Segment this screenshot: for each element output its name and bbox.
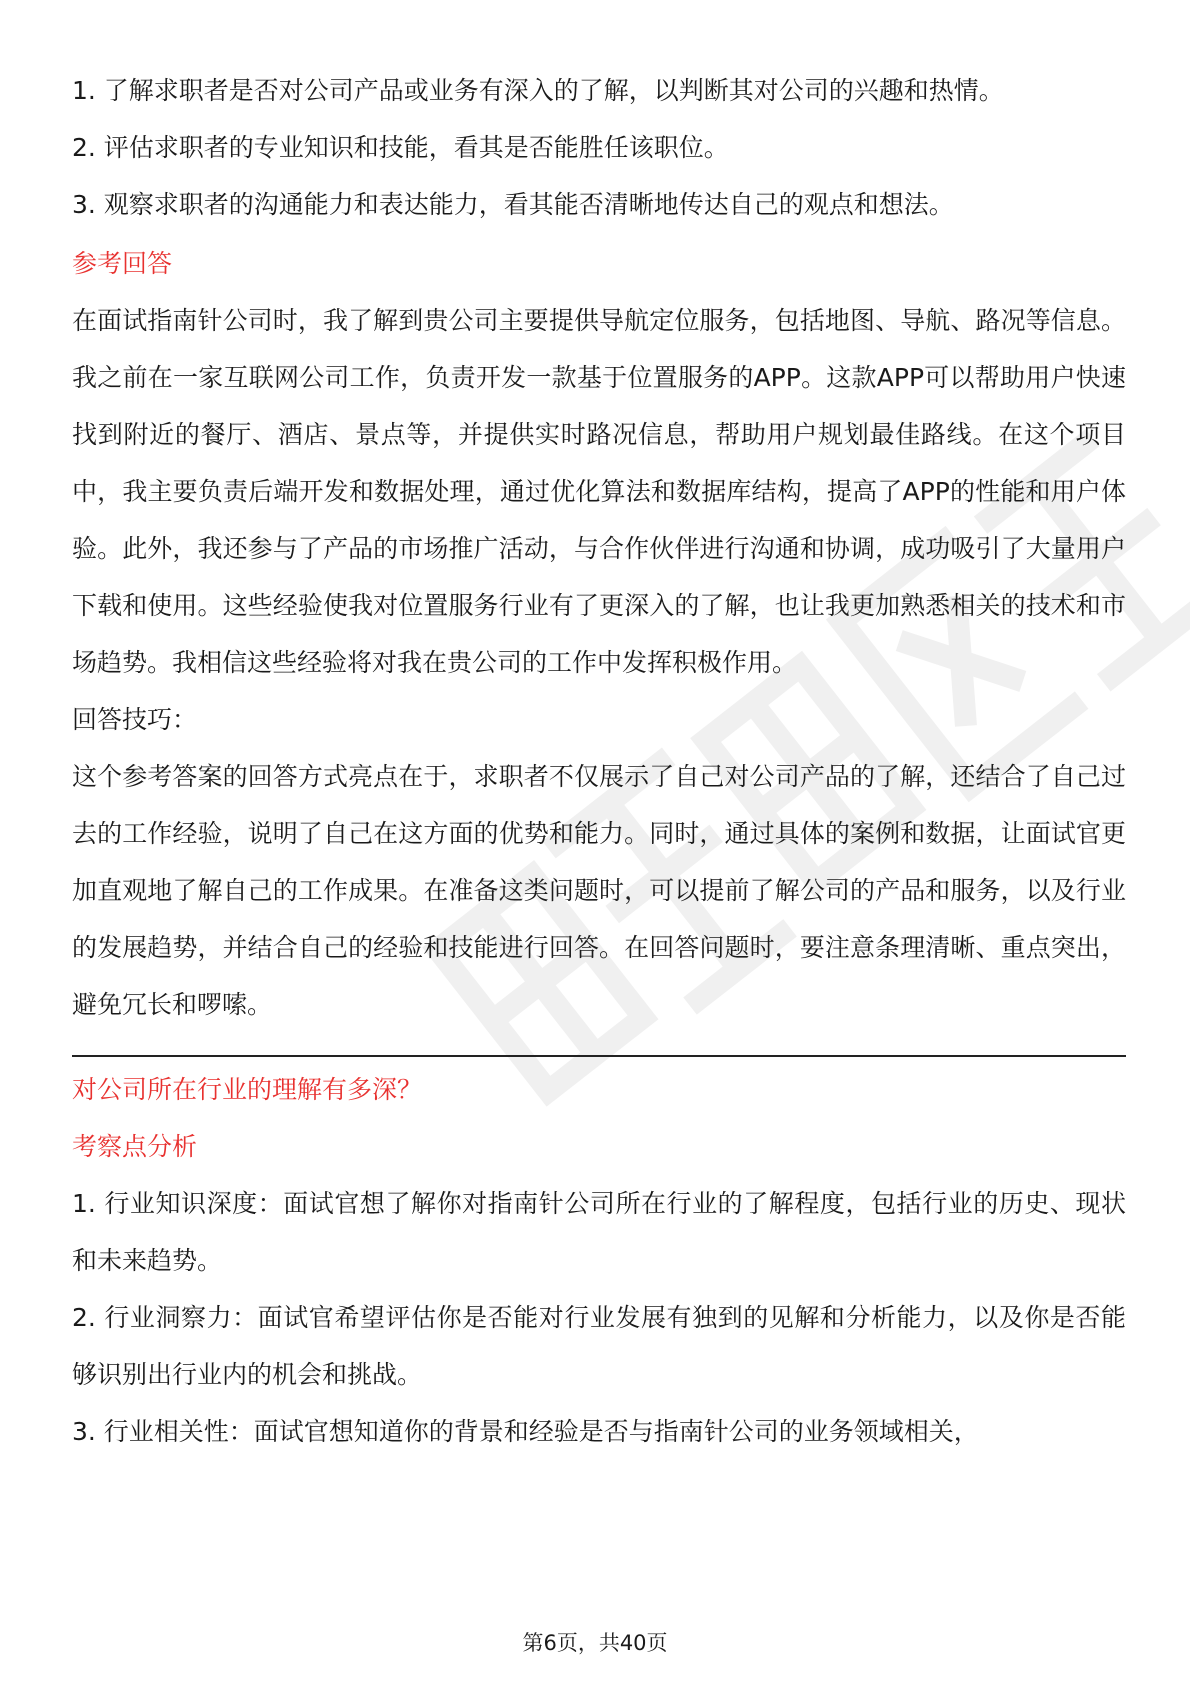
analysis-heading: 考察点分析	[72, 1132, 198, 1161]
section-divider	[72, 1055, 1126, 1057]
question-section	[72, 1061, 1126, 1460]
list-item: 3. 观察求职者的沟通能力和表达能力，看其能否清晰地传达自己的观点和想法。	[72, 190, 954, 219]
list-item: 1. 行业知识深度：面试官想了解你对指南针公司所在行业的了解程度，包括行业的历史、现状和未来趋势。	[72, 1189, 1126, 1275]
list-item: 3. 行业相关性：面试官想知道你的背景和经验是否与指南针公司的业务领域相关，	[72, 1417, 979, 1446]
list-item: 2. 评估求职者的专业知识和技能，看其是否能胜任该职位。	[72, 133, 729, 162]
question-title: 对公司所在行业的理解有多深？	[72, 1075, 423, 1104]
document-page	[72, 62, 1126, 1460]
page-number: 第6页，共40页	[522, 1631, 668, 1655]
answer-tips-body: 这个参考答案的回答方式亮点在于，求职者不仅展示了自己对公司产品的了解，还结合了自己过去的工作经验，说明了自己在这方面的优势和能力。同时，通过具体的案例和数据，让面试官更加直观地了解自己的工作成果。在准备这类问题时，可以提前了解公司的产品和服务，以及行业的发展趋势，并结合自己的经验和技能进行回答。在回答问题时，要注意条理清晰、重点突出，避免冗长和啰嗦。	[72, 762, 1126, 1019]
list-item: 2. 行业洞察力：面试官希望评估你是否能对行业发展有独到的见解和分析能力，以及你是否能够识别出行业内的机会和挑战。	[72, 1303, 1126, 1389]
intro-list	[72, 62, 1126, 233]
reference-answer-heading: 参考回答	[72, 249, 173, 278]
reference-answer-body: 在面试指南针公司时，我了解到贵公司主要提供导航定位服务，包括地图、导航、路况等信息。我之前在一家互联网公司工作，负责开发一款基于位置服务的APP。这款APP可以帮助用户快速找到附近的餐厅、酒店、景点等，并提供实时路况信息，帮助用户规划最佳路线。在这个项目中，我主要负责后端开发和数据处理，通过优化算法和数据库结构，提高了APP的性能和用户体验。此外，我还参与了产品的市场推广活动，与合作伙伴进行沟通和协调，成功吸引了大量用户下载和使用。这些经验使我对位置服务行业有了更深入的了解，也让我更加熟悉相关的技术和市场趋势。我相信这些经验将对我在贵公司的工作中发挥积极作用。	[72, 306, 1126, 677]
list-item: 1. 了解求职者是否对公司产品或业务有深入的了解，以判断其对公司的兴趣和热情。	[72, 76, 1004, 105]
answer-tips-label: 回答技巧：	[72, 705, 198, 734]
reference-answer-section	[72, 235, 1126, 1033]
